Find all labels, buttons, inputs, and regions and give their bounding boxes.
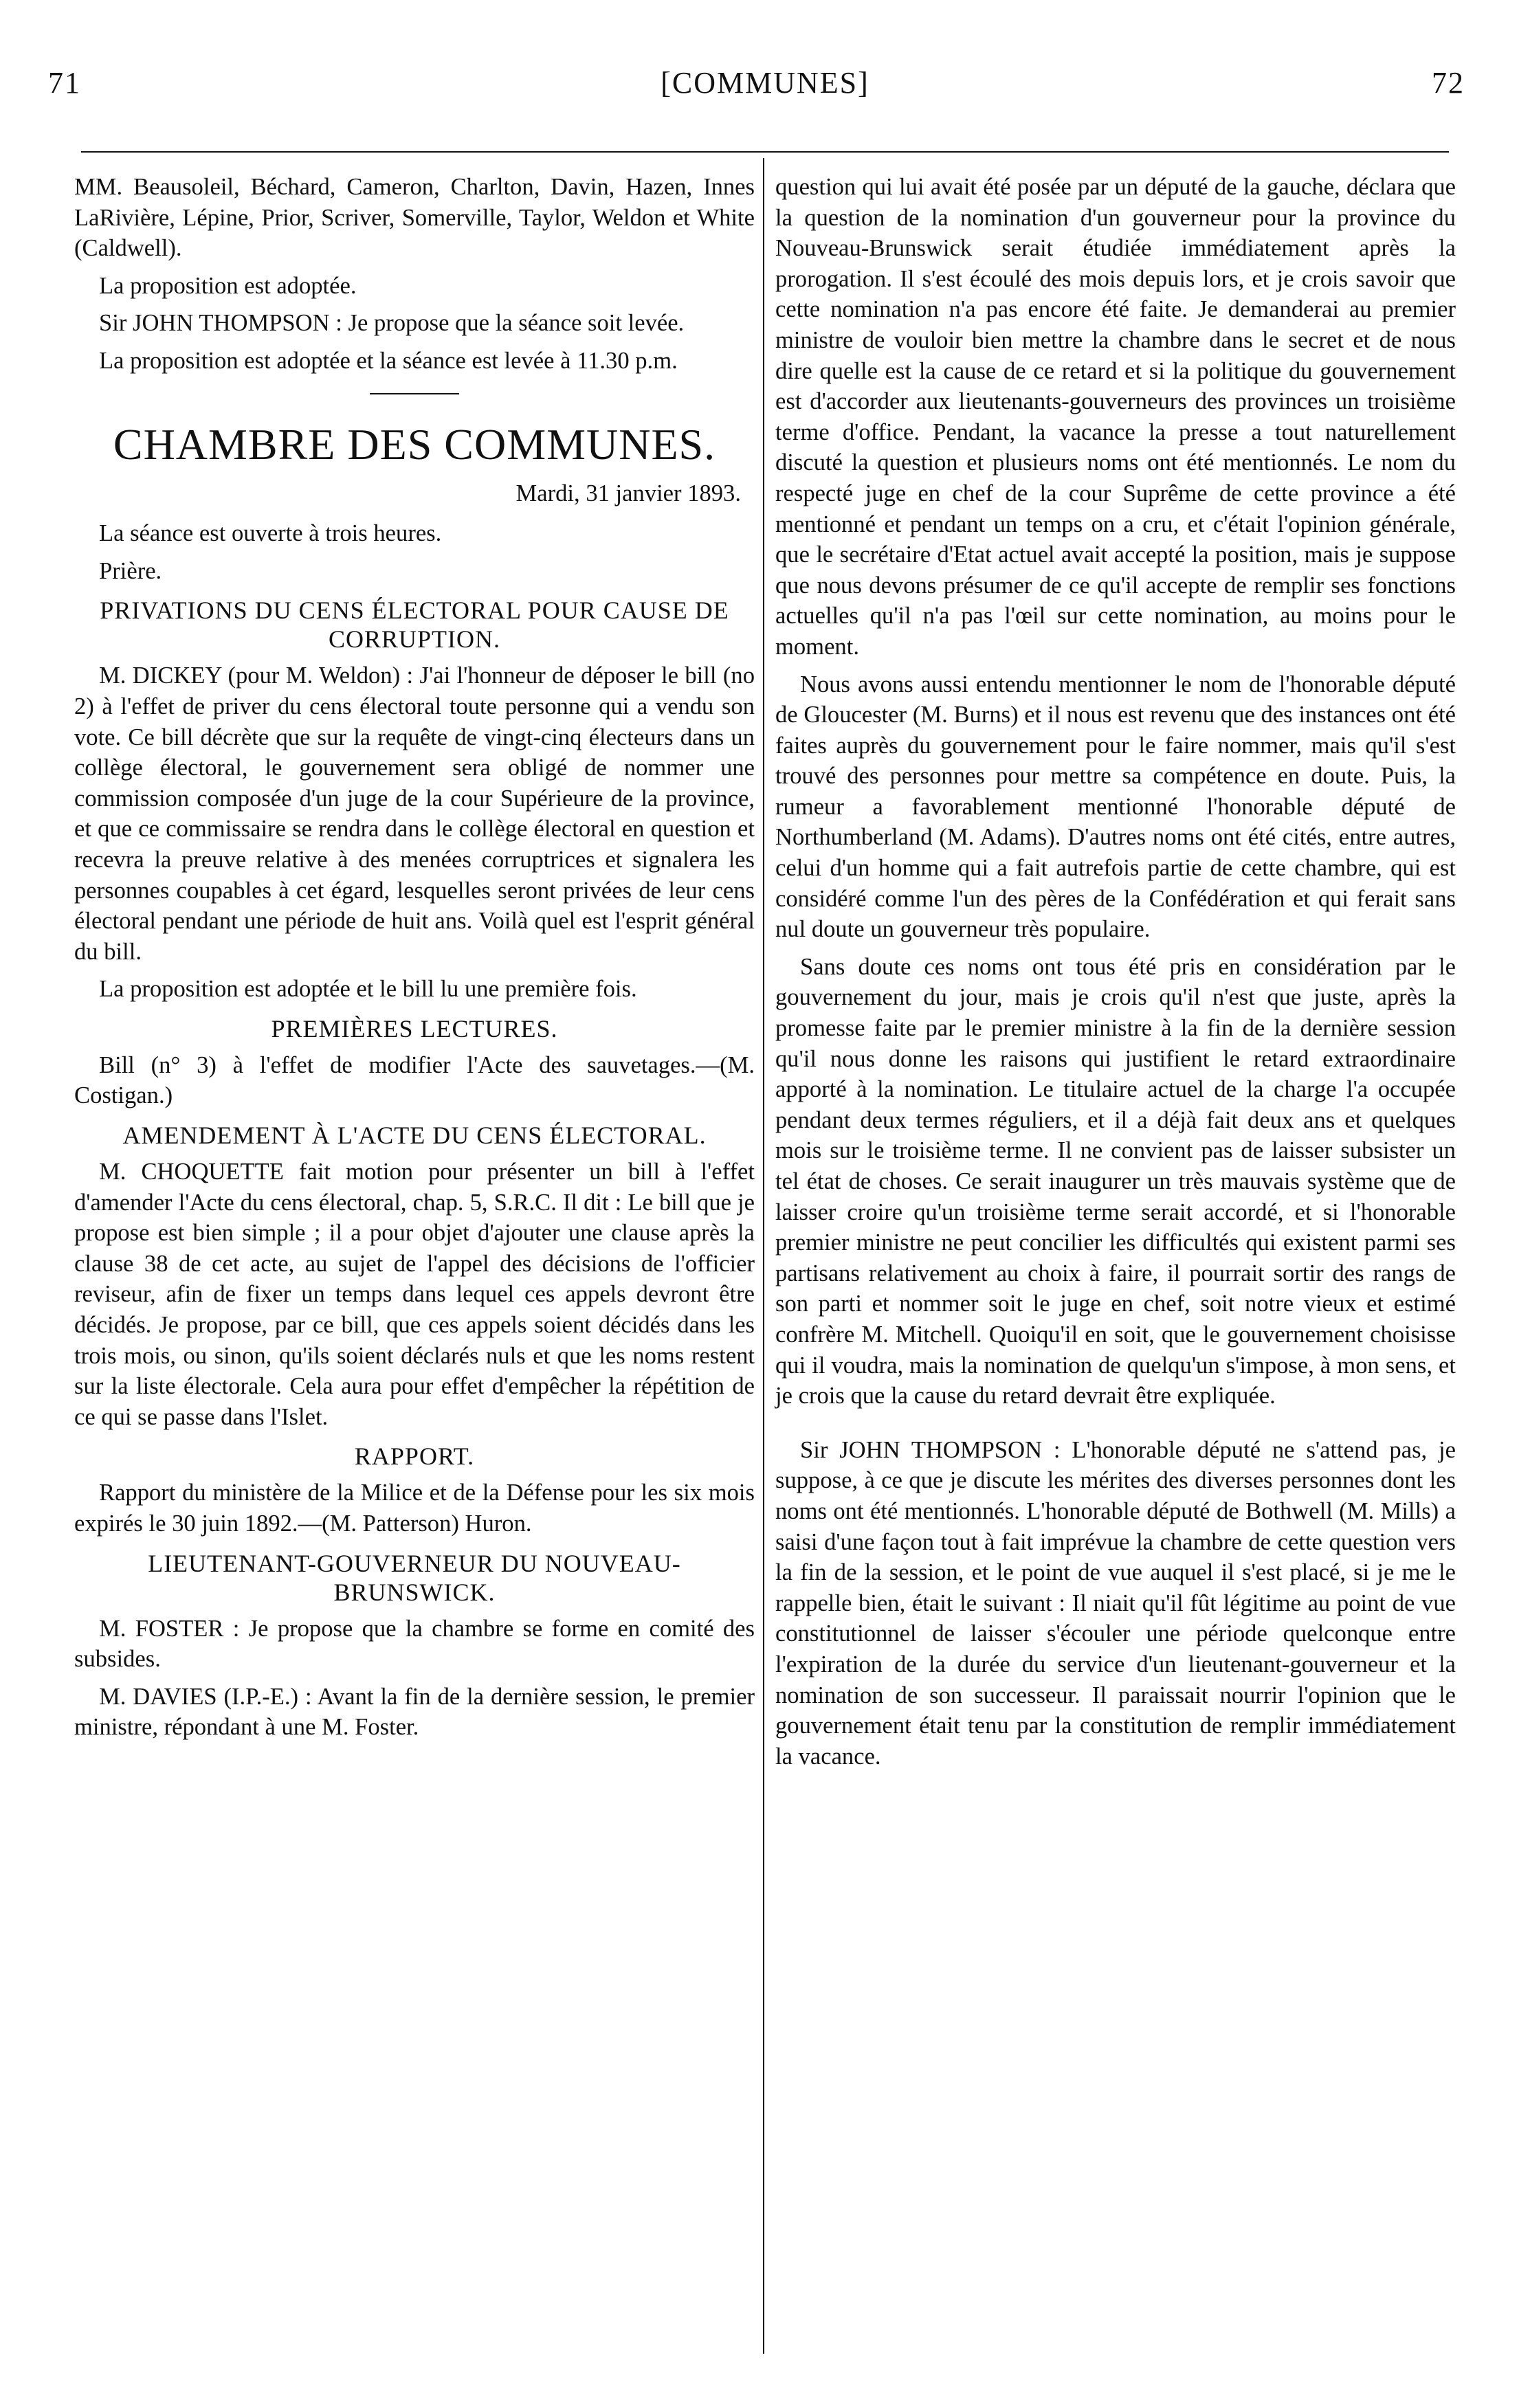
paragraph: Nous avons aussi entendu mentionner le nom de l'honorable député de Gloucester (M. Burns) et il nous est revenu que des instances ont été faites auprès du gouvernement pour le faire nommer, mais qu'il s'est trouvé des personnes pour mettre sa compétence en doute. Puis, la rumeur a favorablement mentionné l'honorable député de Northumberland (M. Adams). D'autres noms ont été cités, entre autres, celui d'un homme qui a fait autrefois partie de cette chambre, qui est considéré comme l'un des pères de la Confédération et qui ferait sans nul doute un gouverneur très populaire. [775,671,1456,943]
section-heading-amendement: AMENDEMENT À L'ACTE DU CENS ÉLECTORAL. [122,1122,707,1150]
running-title: [COMMUNES] [661,66,869,100]
paragraph: M. DICKEY (pour M. Weldon) : J'ai l'honneur de déposer le bill (no 2) à l'effet de priver du cens électoral toute personne qui a vendu son vote. Ce bill décrète que sur la requête de vingt-cinq électeurs dans un collège électoral, le gouvernement sera obligé de nommer une commission composée d'un juge de la cour Supérieure de la province, et que ce commissaire se rendra dans le collège électoral en question et recevra la preuve relative à des menées corruptrices et signalera les personnes coupables à cet égard, lesquelles seront privées de leur cens électoral pendant une période de huit ans. Voilà quel est l'esprit général du bill. [74,662,755,965]
paragraph: La séance est ouverte à trois heures. [99,520,442,547]
paragraph: M. DAVIES (I.P.-E.) : Avant la fin de la dernière session, le premier ministre, répondant à une M. Foster. [74,1683,755,1741]
section-heading-privations: PRIVATIONS DU CENS ÉLECTORAL POUR CAUSE DE CORRUPTION. [100,597,729,654]
section-heading-lieutenant: LIEUTENANT-GOUVERNEUR DU NOUVEAU-BRUNSWICK. [148,1549,681,1606]
paragraph: La proposition est adoptée et la séance est levée à 11.30 p.m. [99,347,678,374]
left-column [74,172,755,1750]
paragraph: M. FOSTER : Je propose que la chambre se forme en comité des subsides. [74,1615,755,1673]
paragraph: Sans doute ces noms ont tous été pris en considération par le gouvernement du jour, mais je crois qu'il n'est que juste, après la promesse faite par le premier ministre à la fin de la dernière session qu'il nous donne les raisons qui justifient le retard extraordinaire apporté à la nomination. Le titulaire actuel de la charge l'a occupée pendant deux termes réguliers, et il a déjà fait deux ans et quelques mois sur le troisième terme. Il ne convient pas de laisser subsister un tel état de choses. Ce serait inaugurer un très mauvais système que de laisser croire qu'un troisième terme serait accordé, et si l'honorable premier ministre ne peut concilier les difficultés qui existent parmi ses partisans relativement au choix à faire, il pourrait sortir des rangs de son parti et nommer soit le juge en chef, soit notre vieux et estimé confrère M. Mitchell. Quoiqu'il en soit, que le gouvernement choisisse qui il voudra, mais la nomination de quelqu'un s'impose, à mon sens, et je crois que la cause du retard devrait être expliquée. [775,953,1456,1409]
vote-list: MM. Beausoleil, Béchard, Cameron, Charlton, Davin, Hazen, Innes LaRivière, Lépine, Prior, Scriver, Somerville, Taylor, Weldon et White (Caldwell). [74,174,755,262]
section-heading-rapport: RAPPORT. [354,1442,475,1471]
chamber-heading: CHAMBRE DES COMMUNES. [113,419,716,469]
header-rule [81,151,1449,153]
prayer-label: Prière. [99,557,162,584]
page-number-left: 71 [48,66,81,100]
paragraph: M. CHOQUETTE fait motion pour présenter un bill à l'effet d'amender l'Acte du cens électoral, chap. 5, S.R.C. Il dit : Le bill que je propose est bien simple ; il a pour objet d'ajouter une clause après la clause 38 de cet acte, au sujet de l'appel des décisions de l'officier reviseur, afin de fixer un temps dans lequel ces appels devront être décidés. Je propose, par ce bill, que ces appels soient décidés dans les trois mois, ou sinon, qu'ils soient déclarés nuls et que les noms restent sur la liste électorale. Cela aura pour effet d'empêcher la répétition de ce qui se passe dans l'Islet. [74,1159,755,1430]
session-date: Mardi, 31 janvier 1893. [515,480,741,506]
section-rule [370,393,459,394]
paragraph: Bill (n° 3) à l'effet de modifier l'Acte des sauvetages.—(M. Costigan.) [74,1051,755,1109]
page-header [0,65,1530,113]
paragraph: La proposition est adoptée et le bill lu une première fois. [99,976,637,1003]
paragraph: question qui lui avait été posée par un député de la gauche, déclara que la question de la nomination d'un gouverneur pour la province du Nouveau-Brunswick serait étudiée immédiatement après la prorogation. Il s'est écoulé des mois depuis lors, et je crois savoir que cette nomination n'a pas encore été faite. Je demanderai au premier ministre de vouloir bien mettre la chambre dans le secret et de nous dire quelle est la cause de ce retard et si la politique du gouvernement est d'accorder aux lieutenants-gouverneurs des provinces un troisième terme d'office. Pendant, la vacance la presse a tout naturellement discuté la question et plusieurs noms ont été mentionnés. Le nom du respecté juge en chef de la cour Suprême de cette province a été mentionné et pendant un temps on a cru, et c'était l'opinion générale, que le secrétaire d'Etat actuel avait accepté la position, mais je suppose que nous devons présumer de ce qu'il accepte de remplir ses fonctions actuelles qu'il n'a pas l'œil sur cette nomination, au moins pour le moment. [775,174,1456,660]
paragraph: Sir JOHN THOMPSON : L'honorable député ne s'attend pas, je suppose, à ce que je discute les mérites des diverses personnes dont les noms ont été mentionnés. L'honorable député de Bothwell (M. Mills) a saisi d'une façon tout à fait imprévue la chambre de cette question vers la fin de la session, et le point de vue auquel il s'est placé, si je me le rappelle bien, était le suivant : Il niait qu'il fût légitime au point de vue constitutionnel de laisser s'écouler une période quelconque entre l'expiration de la durée du service d'un lieutenant-gouverneur et la nomination de son successeur. Il paraissait nourrir l'opinion que le gouvernement était tenu par la constitution de remplir immédiatement la vacance. [775,1436,1456,1770]
paragraph: Sir JOHN THOMPSON : Je propose que la séance soit levée. [99,310,685,337]
section-heading-premieres: PREMIÈRES LECTURES. [271,1014,558,1043]
paragraph: Rapport du ministère de la Milice et de la Défense pour les six mois expirés le 30 juin 1892.—(M. Patterson) Huron. [74,1480,755,1537]
column-divider [763,158,764,2354]
paragraph: La proposition est adoptée. [99,272,357,299]
page-number-right: 72 [1432,66,1465,100]
right-column [775,172,1456,1779]
